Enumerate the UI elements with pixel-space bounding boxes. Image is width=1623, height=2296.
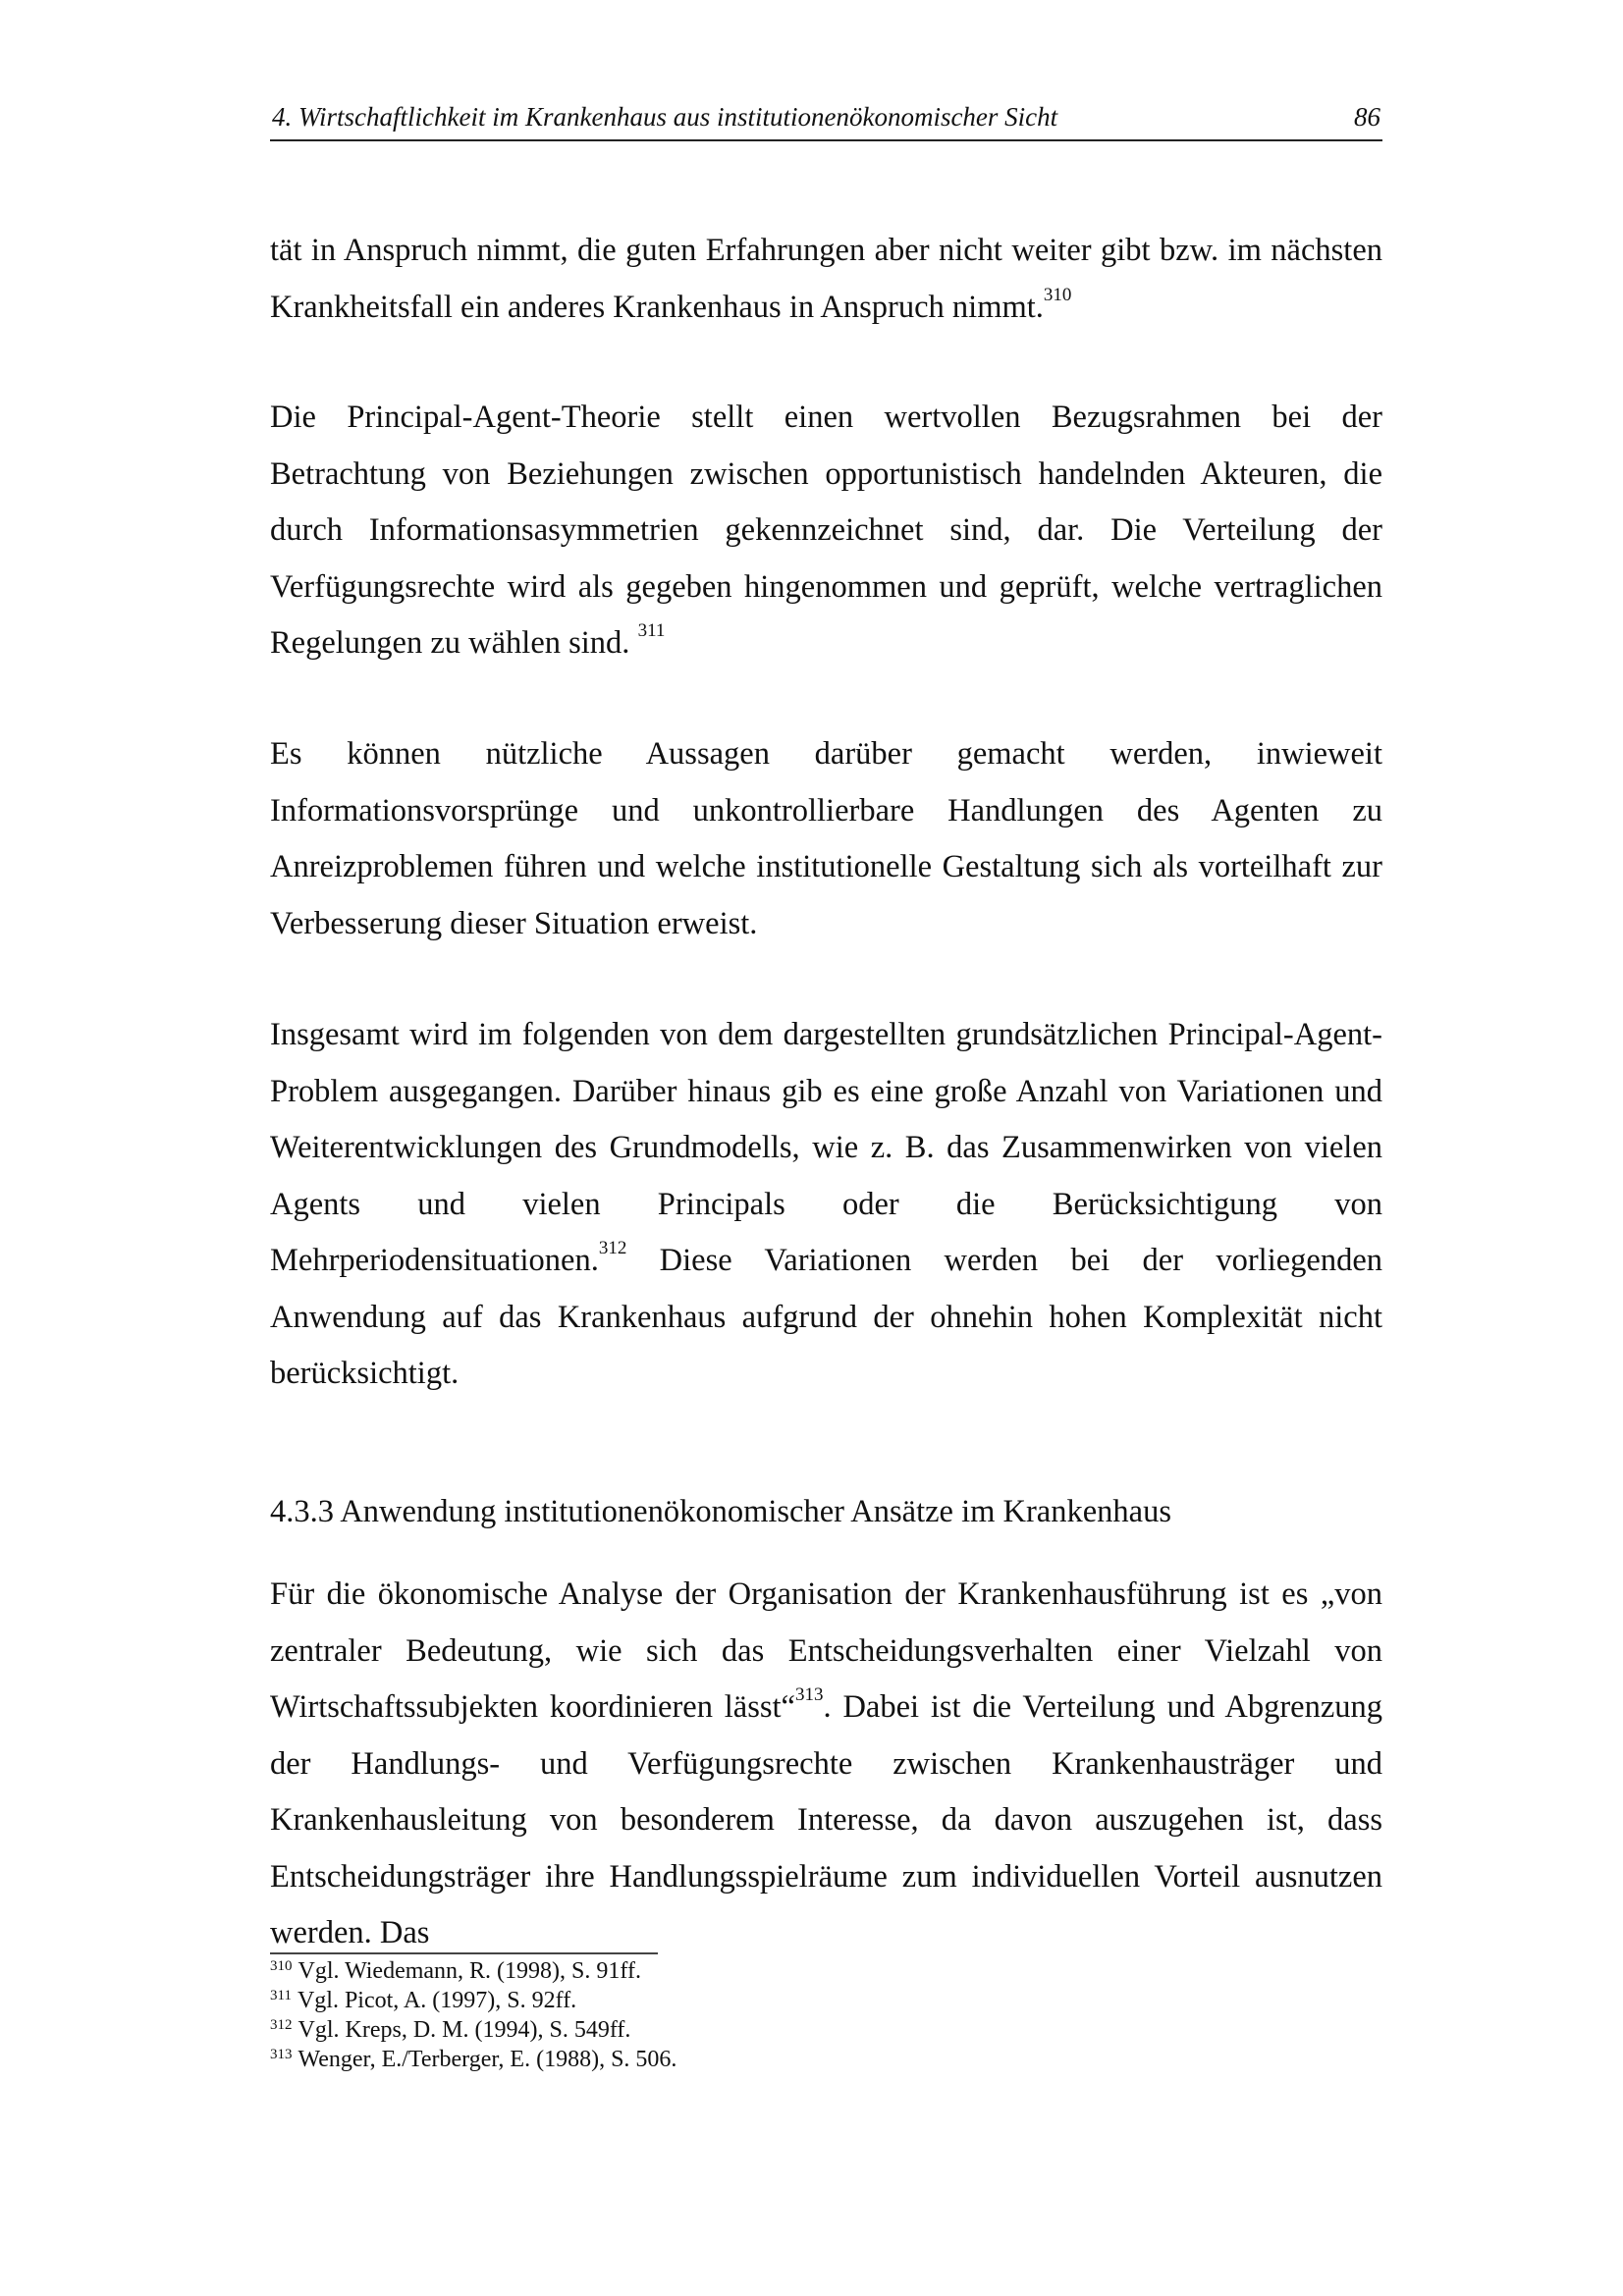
footnote-ref-310[interactable]: 310 bbox=[1043, 284, 1072, 305]
footnote-311 bbox=[270, 1988, 1382, 2017]
paragraph-5-text-b: . Dabei ist die Verteilung und Abgrenzung der Handlungs- und Verfügungsrechte zwischen Krankenhausträger und Krankenhausleitung von besonderem Interesse, da davon auszugehen ist, dass Entscheidungsträger ihre Handlungsspielräume zum individuellen Vorteil ausnutzen werden. Das bbox=[270, 1689, 1382, 1950]
paragraph-4-text-b: Diese Variationen werden bei der vorliegenden Anwendung auf das Krankenhaus aufgrund der ohnehin hohen Komplexität nicht berücksichtigt. bbox=[270, 1243, 1382, 1391]
page-number: 86 bbox=[1354, 102, 1380, 132]
footnote-ref-313[interactable]: 313 bbox=[794, 1684, 824, 1706]
footnote-divider bbox=[270, 1952, 658, 1954]
section-heading: 4.3.3 Anwendung institutionenökonomischer Ansätze im Krankenhaus bbox=[270, 1494, 1171, 1529]
paragraph-4-text-a: Insgesamt wird im folgenden von dem dargestellten grundsätzlichen Principal-Agent-Problem ausgegangen. Darüber hinaus gib es eine große Anzahl von Variationen und Weiterentwicklungen des Grundmodells, wie z. B. das Zusammenwirken von vielen Agents und vielen Principals oder die Berücksichtigung von Mehrperiodensituationen. bbox=[270, 1017, 1382, 1278]
paragraph-2-text: Die Principal-Agent-Theorie stellt einen wertvollen Bezugsrahmen bei der Betrachtung von Beziehungen zwischen opportunistisch handelnden Akteuren, die durch Informationsasymmetrien gekennzeichnet sind, dar. Die Verteilung der Verfügungsrechte wird als gegeben hingenommen und geprüft, welche vertraglichen Regelungen zu wählen sind. bbox=[270, 400, 1382, 661]
footnote-number: 311 bbox=[270, 1988, 292, 2003]
footnote-number: 310 bbox=[270, 1958, 293, 1974]
footnote-text: Vgl. Wiedemann, R. (1998), S. 91ff. bbox=[298, 1958, 641, 1984]
footnotes bbox=[270, 1958, 1382, 2076]
paragraph-1-text: tät in Anspruch nimmt, die guten Erfahrungen aber nicht weiter gibt bzw. im nächsten Krankheitsfall ein anderes Krankenhaus in Anspruch nimmt. bbox=[270, 233, 1382, 325]
footnote-text: Vgl. Picot, A. (1997), S. 92ff. bbox=[297, 1988, 577, 2013]
footnote-number: 312 bbox=[270, 2017, 293, 2033]
paragraph-2 bbox=[270, 390, 1382, 672]
paragraph-5 bbox=[270, 1567, 1382, 1962]
paragraph-3 bbox=[270, 726, 1382, 952]
paragraph-5-text-a: Für die ökonomische Analyse der Organisation der Krankenhausführung ist es „von zentraler Bedeutung, wie sich das Entscheidungsverhalten einer Vielzahl von Wirtschaftssubjekten koordinieren lässt“ bbox=[270, 1576, 1382, 1725]
footnote-ref-312[interactable]: 312 bbox=[598, 1238, 627, 1259]
paragraph-3-text: Es können nützliche Aussagen darüber gemacht werden, inwieweit Informationsvorsprünge und unkontrollierbare Handlungen des Agenten zu Anreizproblemen führen und welche institutionelle Gestaltung sich als vorteilhaft zur Verbesserung dieser Situation erweist. bbox=[270, 736, 1382, 941]
footnote-text: Wenger, E./Terberger, E. (1988), S. 506. bbox=[298, 2047, 677, 2072]
footnote-text: Vgl. Kreps, D. M. (1994), S. 549ff. bbox=[298, 2017, 631, 2043]
footnote-310 bbox=[270, 1958, 1382, 1988]
footnote-312 bbox=[270, 2017, 1382, 2047]
footnote-ref-311[interactable]: 311 bbox=[637, 620, 666, 642]
running-header bbox=[270, 100, 1382, 141]
footnote-313 bbox=[270, 2047, 1382, 2076]
paragraph-1 bbox=[270, 223, 1382, 336]
paragraph-4 bbox=[270, 1007, 1382, 1403]
footnote-number: 313 bbox=[270, 2047, 293, 2062]
header-title: 4. Wirtschaftlichkeit im Krankenhaus aus institutionenökonomischer Sicht bbox=[272, 102, 1058, 132]
